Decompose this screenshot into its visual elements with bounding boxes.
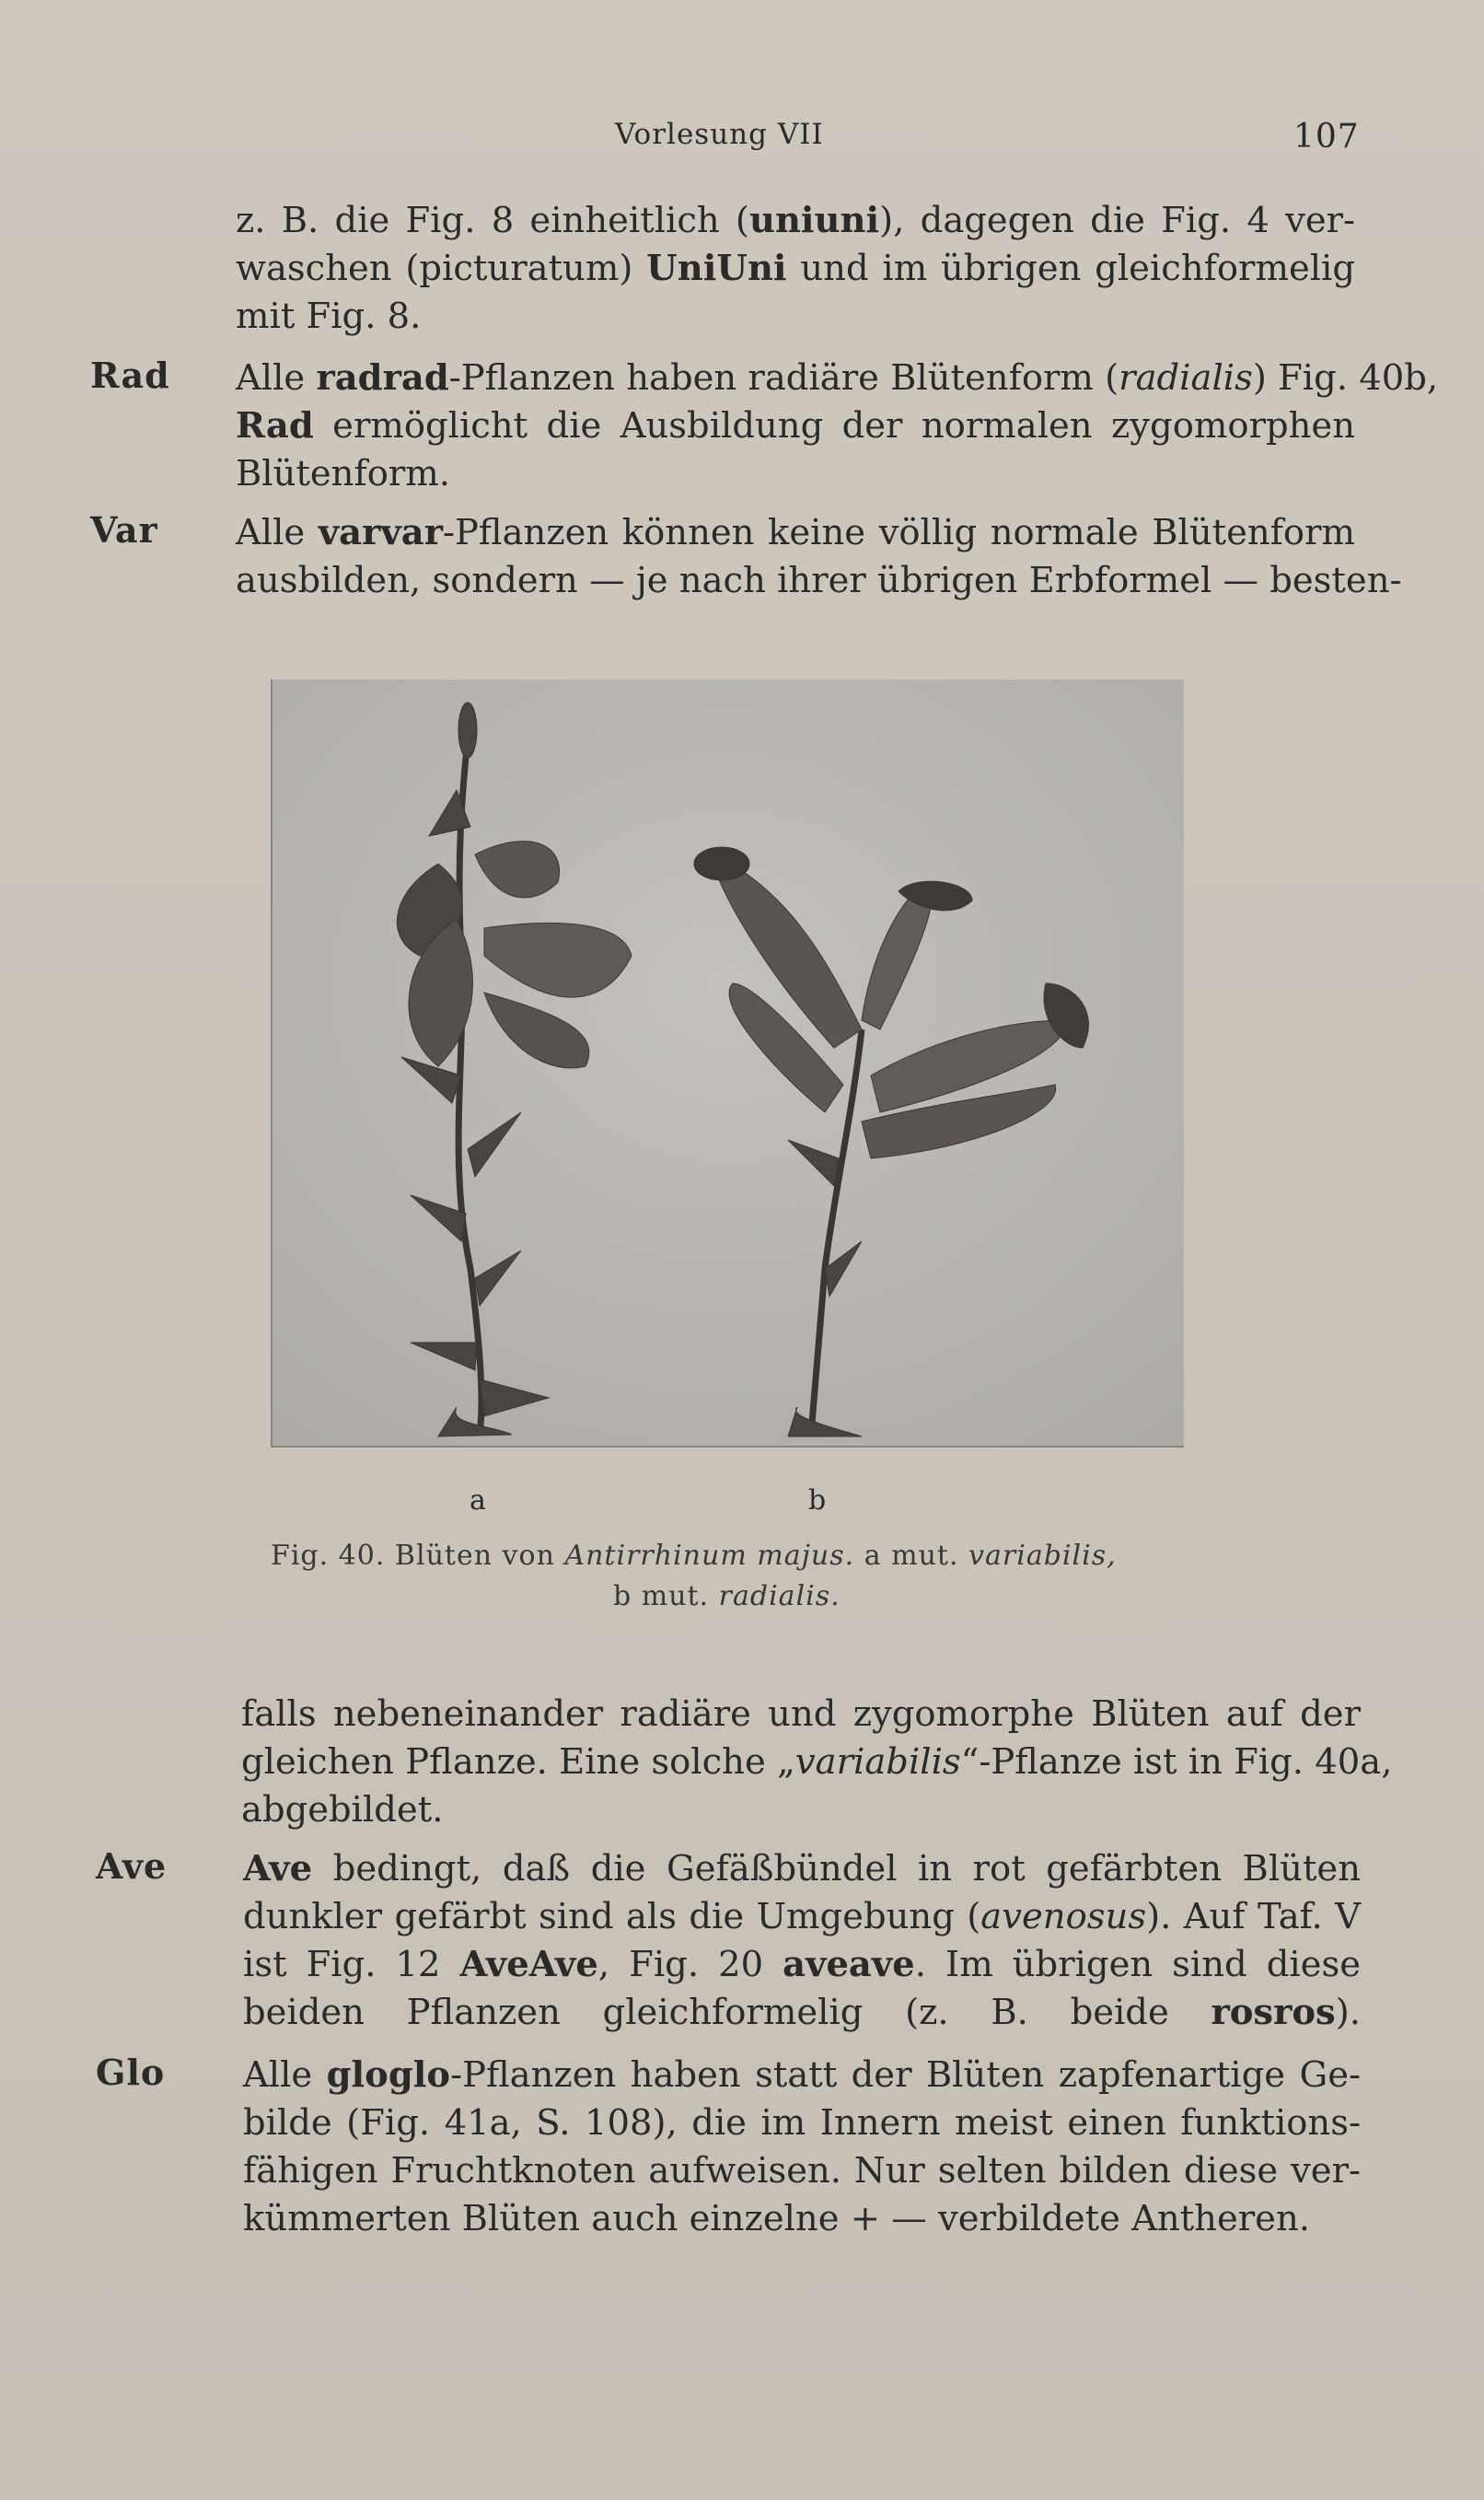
paragraph-continuation xyxy=(241,1691,1393,1834)
paragraph-ave xyxy=(243,1845,1361,2037)
paragraph-var xyxy=(236,509,1402,605)
text-line: Alle varvar-Pflanzen können keine völlig normale Blütenform xyxy=(236,512,1356,553)
text-line: Alle gloglo-Pflanzen haben statt der Blüten zapfenartige Ge- xyxy=(243,2054,1362,2096)
figure-caption-line-2: b mut. radialis. xyxy=(613,1580,841,1612)
paragraph-glo xyxy=(243,2052,1361,2243)
text-line: abgebildet. xyxy=(241,1789,444,1831)
text-line: fähigen Fruchtknoten aufweisen. Nur selten bilden diese ver- xyxy=(243,2150,1361,2192)
flower-photo xyxy=(272,680,1184,1446)
text-line: gleichen Pflanze. Eine solche „variabilis“-Pflanze ist in Fig. 40a, xyxy=(241,1741,1393,1783)
margin-label-ave: Ave xyxy=(96,1845,168,1887)
margin-label-var: Var xyxy=(90,509,158,551)
text-line: falls nebeneinander radiäre und zygomorphe Blüten auf der xyxy=(241,1693,1361,1735)
figure-caption-line-1: Fig. 40. Blüten von Antirrhinum majus. a mut. variabilis, xyxy=(271,1540,1117,1572)
running-head xyxy=(0,118,1484,164)
figure-label-b: b xyxy=(808,1484,827,1517)
text-line: waschen (picturatum) UniUni und im übrigen gleichformelig xyxy=(236,248,1356,289)
text-line: beiden Pflanzen gleichformelig (z. B. beide rosros). xyxy=(243,1992,1361,2033)
text-line: Blütenform. xyxy=(236,453,451,494)
text-line: z. B. die Fig. 8 einheitlich (uniuni), dagegen die Fig. 4 ver- xyxy=(236,200,1356,241)
text-line: Rad ermöglicht die Ausbildung der normalen zygomorphen xyxy=(236,405,1355,447)
text-line: ausbilden, sondern — je nach ihrer übrigen Erbformel — besten- xyxy=(236,560,1402,601)
margin-label-glo: Glo xyxy=(96,2052,166,2093)
paragraph-rad xyxy=(236,355,1439,498)
figure-photograph xyxy=(271,680,1184,1448)
text-line: kümmerten Blüten auch einzelne + — verbildete Antheren. xyxy=(243,2198,1310,2239)
text-line: ist Fig. 12 AveAve, Fig. 20 aveave. Im übrigen sind diese xyxy=(243,1944,1361,1985)
running-title: Vorlesung VII xyxy=(615,118,824,151)
text-line: mit Fig. 8. xyxy=(236,296,422,337)
text-line: dunkler gefärbt sind als die Umgebung (avenosus). Auf Taf. V xyxy=(243,1896,1361,1937)
paragraph-intro xyxy=(236,197,1355,341)
text-line: bilde (Fig. 41a, S. 108), die im Innern meist einen funktions- xyxy=(243,2102,1361,2144)
text-line: Ave bedingt, daß die Gefäßbündel in rot gefärbten Blüten xyxy=(243,1848,1361,1890)
figure-label-a: a xyxy=(470,1484,486,1517)
page-number: 107 xyxy=(1293,118,1360,156)
margin-label-rad: Rad xyxy=(90,355,170,396)
text-line: Alle radrad-Pflanzen haben radiäre Blütenform (radialis) Fig. 40b, xyxy=(236,357,1439,399)
